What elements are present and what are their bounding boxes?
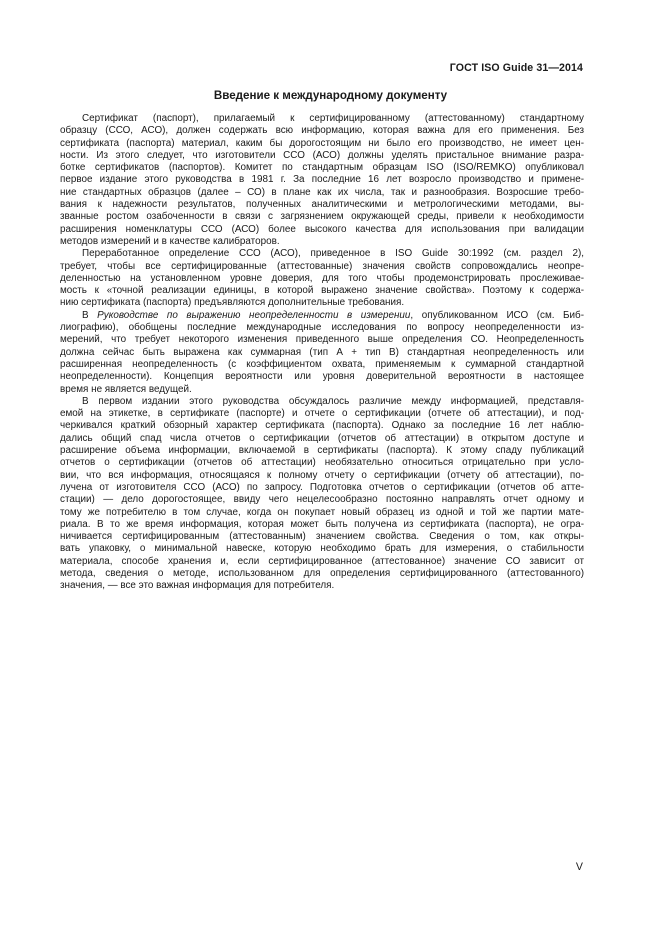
text-line: расширенная неопределенность (с коэффициентом охвата, применяемым к суммарной стандартной — [60, 358, 584, 370]
text-line: мость к «точной реализации единицы, в которой выражено значение свойства». Поэтому к содержа- — [60, 285, 584, 297]
text-run: В — [82, 309, 98, 321]
cited-guide-title: Руководстве по выражению неопределенности в измерении — [97, 309, 411, 321]
text-line: званные ростом озабоченности в связи с загрязнением окружающей среды, привели к необходимости — [60, 211, 584, 223]
text-line: стации) — дело дорогостоящее, ввиду чего нецелесообразно постоянно направлять отчет одному и — [60, 494, 584, 506]
standard-designation: ГОСТ ISO Guide 31—2014 — [449, 62, 583, 74]
text-line: мерений, что требует некоторого изменения приведенного выше определения СО. Неопределенность — [60, 334, 584, 346]
text-line: образцу (ССО, АСО), должен содержать всю информацию, которая важна для его применения. Без — [60, 125, 584, 137]
text-line: метода, сведения о методе, использованном для определения сертифицированного (аттестованного) — [60, 567, 584, 579]
text-line: Сертификат (паспорт), прилагаемый к сертифицированному (аттестованному) стандартному — [82, 113, 584, 124]
paragraph-2 — [60, 248, 584, 309]
text-line: материала, способе хранения и, если сертифицированное (аттестованное) значение СО зависит от — [60, 555, 584, 567]
text-line: вать упаковку, о минимальной навеске, которую необходимо брать для измерения, о стабильности — [60, 543, 584, 555]
text-line: дались общий спад числа отчетов о сертификации (отчетов об аттестации) в открытом доступе и — [60, 432, 584, 444]
text-line: ничивается сертифицированным (аттестованным) значением свойства. Сведения о том, как откры- — [60, 531, 584, 543]
text-line: методов измерений и в качестве калибраторов. — [60, 235, 280, 247]
text-line: требует, чтобы все сертифицированные (аттестованные) значения свойств сопровождались неопре- — [60, 260, 584, 272]
body-text — [60, 113, 584, 593]
paragraph-1 — [60, 113, 584, 248]
text-line — [60, 310, 584, 322]
text-line: отчетов о сертификации (отчетов об аттестации) необязательно относиться отрицательно при усло- — [60, 457, 584, 469]
text-line: В первом издании этого руководства обсуждалось различие между информацией, представля- — [82, 395, 584, 407]
text-line: деленностью на установленном уровне доверия, для того чтобы продемонстрировать прослеживае- — [60, 272, 584, 284]
text-line: черкивался краткий обзорный характер сертификата (паспорта). Однако за последние 16 лет наблю- — [60, 420, 584, 432]
text-run: , опубликованном ИСО (см. Биб- — [410, 309, 584, 321]
text-line: вания к надежности результатов, полученных аналитическими и метрологическими методами, вы- — [60, 199, 584, 211]
text-line: расширения номенклатуры ССО (АСО) более высокого качества для использования при валидации — [60, 223, 584, 235]
text-line: неопределенности). Концепция вероятности или уровня доверительной вероятности в настоящее — [60, 371, 584, 383]
paragraph-4 — [60, 396, 584, 593]
text-line: расширение объема информации, включаемой в сертификаты (паспорта). К этому спаду публикаций — [60, 445, 584, 457]
text-line: значения, — все это важная информация для потребителя. — [60, 580, 335, 592]
text-line: емой на этикетке, в сертификате (паспорте) и отчете о сертификации (отчете об аттестации), и под- — [60, 408, 584, 420]
text-line: время не является ведущей. — [60, 383, 192, 395]
paragraph-3 — [60, 310, 584, 396]
text-line: ботке сертификатов (паспортов). Комитет по стандартным образцам ISO (ISO/REMKO) опубликовал — [60, 162, 584, 174]
text-line: первое издание этого руководства в 1981 г. За последние 16 лет возросло производство и примене- — [60, 174, 584, 186]
text-line: должна сейчас быть выражена как суммарная (тип А + тип В) стандартная неопределенность или — [60, 346, 584, 358]
text-line: вии, что вся информация, относящаяся к полному отчету о сертификации (отчету об аттестации), по- — [60, 469, 584, 481]
section-title: Введение к международному документу — [213, 89, 448, 102]
text-line: сертификата (паспорта) материал, каким бы дорогостоящим ни было его производство, не имеет цен- — [60, 137, 584, 149]
page-number: V — [575, 861, 583, 873]
text-line: ности. Из этого следует, что изготовители ССО (АСО) должны уделять пристальное внимание разра- — [60, 149, 584, 161]
text-line: тому же потребителю в том случае, когда он покупает новый образец из одной и той же партии мате- — [60, 506, 584, 518]
text-line: лучена от изготовителя ССО (АСО) по запросу. Подготовка отчетов о сертификации (отчетов об атте- — [60, 481, 584, 493]
text-line: Переработанное определение ССО (АСО), приведенное в ISO Guide 30:1992 (см. раздел 2), — [82, 248, 584, 260]
text-line: ние стандартных образцов (далее – СО) в плане как их числа, так и разнообразия. Возросшие требо- — [60, 186, 584, 198]
text-line: лиографию), обобщены последние международные исследования по вопросу неопределенности из- — [60, 322, 584, 334]
text-line: нию сертификата (паспорта) предъявляются дополнительные требования. — [60, 297, 405, 309]
text-line: риала. В то же время информация, которая может быть получена из сертификата (паспорта), не огра- — [60, 518, 584, 530]
